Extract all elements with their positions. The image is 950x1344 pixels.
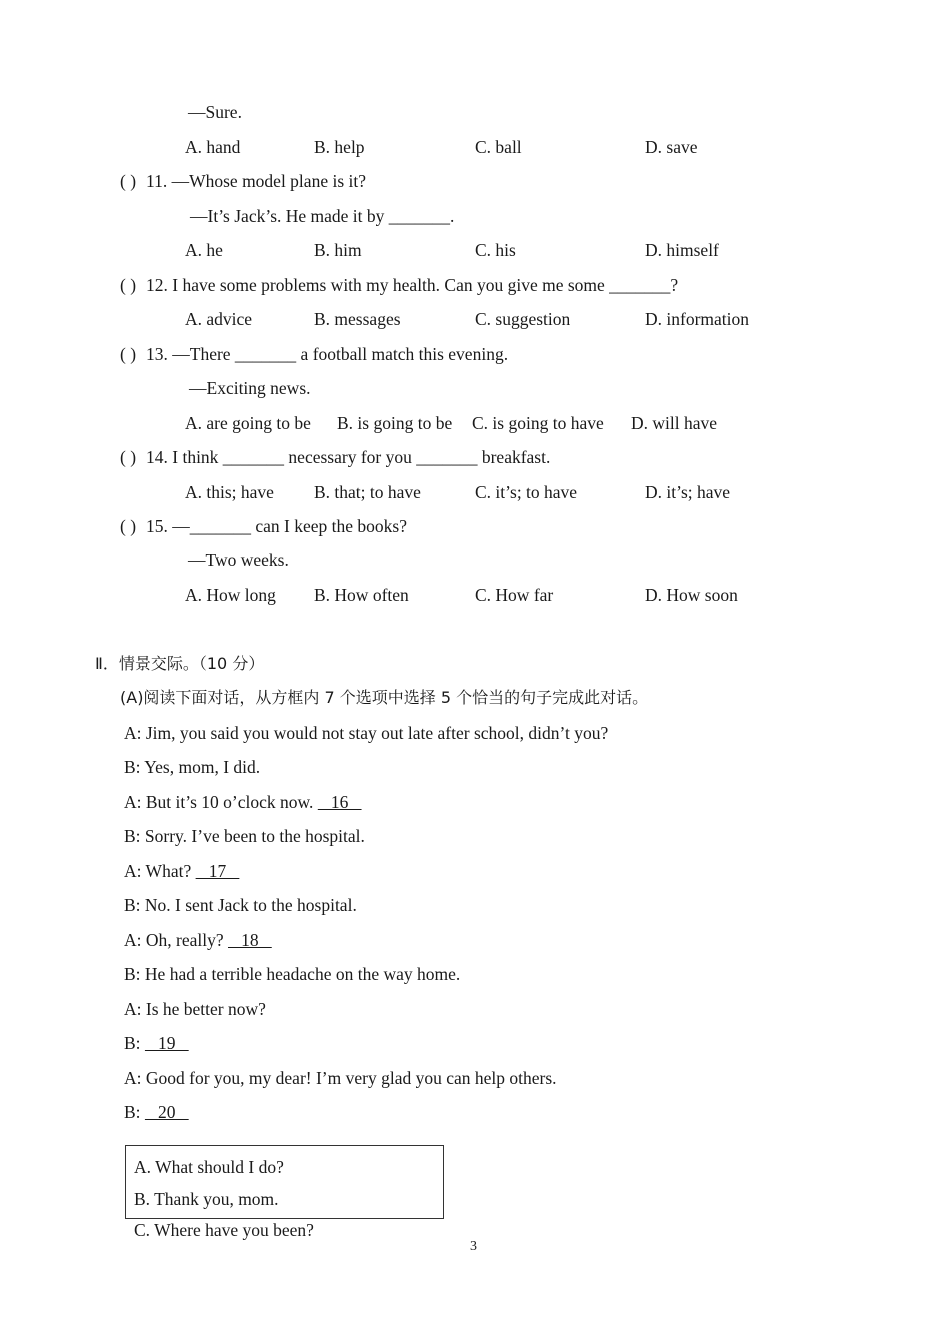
q14-stem: 14. I think _______ necessary for you _______ breakfast. [146,447,551,467]
section-instruction: (A)阅读下面对话，从方框内 7 个选项中选择 5 个恰当的句子完成此对话。 [120,688,649,707]
dialogue-line: B: Yes, mom, I did. [124,757,261,777]
dialogue-line: B: No. I sent Jack to the hospital. [124,895,357,915]
q10-option-b: B. help [314,137,365,157]
page-number: 3 [470,1239,477,1254]
q10-option-a: A. hand [185,137,241,157]
q13-answer-paren[interactable]: ( ) [120,344,137,364]
q11-option-a: A. he [185,240,223,260]
q15-stem: 15. —_______ can I keep the books? [146,516,407,536]
q13-option-b: B. is going to be [337,413,453,433]
q15-answer-paren[interactable]: ( ) [120,516,137,536]
dialogue-line: B: 20 [124,1102,189,1122]
dialogue-line: A: Jim, you said you would not stay out late after school, didn’t you? [124,723,609,743]
choice-c: C. Where have you been? [134,1220,314,1240]
q10-option-c: C. ball [475,137,522,157]
q13-reply: —Exciting news. [189,378,311,398]
q11-reply: —It’s Jack’s. He made it by _______. [190,206,455,226]
q12-option-c: C. suggestion [475,309,571,329]
q14-option-c: C. it’s; to have [475,482,578,502]
q12-option-d: D. information [645,309,750,329]
dialogue-line: B: Sorry. I’ve been to the hospital. [124,826,365,846]
q11-option-c: C. his [475,240,516,260]
dialogue-line: A: Good for you, my dear! I’m very glad you can help others. [124,1068,557,1088]
blank-19[interactable]: 19 [144,1033,189,1053]
q13-option-d: D. will have [631,413,718,433]
q15-option-a: A. How long [185,585,276,605]
q11-answer-paren[interactable]: ( ) [120,171,137,191]
q14-option-d: D. it’s; have [645,482,731,502]
q10-option-d: D. save [645,137,698,157]
q14-answer-paren[interactable]: ( ) [120,447,137,467]
q15-option-d: D. How soon [645,585,738,605]
blank-17[interactable]: 17 [195,861,240,881]
dialogue-line: B: 19 [124,1033,189,1053]
q11-option-d: D. himself [645,240,719,260]
q11-stem: 11. —Whose model plane is it? [146,171,366,191]
dialogue-line: B: He had a terrible headache on the way home. [124,964,461,984]
dialogue-line: A: Oh, really? 18 [124,930,272,950]
q13-option-a: A. are going to be [185,413,311,433]
q13-stem: 13. —There _______ a football match this evening. [146,344,509,364]
q14-option-a: A. this; have [185,482,274,502]
blank-20[interactable]: 20 [144,1102,189,1122]
dialogue-line: A: Is he better now? [124,999,266,1019]
q13-option-c: C. is going to have [472,413,604,433]
q12-stem: 12. I have some problems with my health. Can you give me some _______? [146,275,679,295]
q15-reply: —Two weeks. [188,550,289,570]
q15-option-b: B. How often [314,585,409,605]
q11-option-b: B. him [314,240,362,260]
q12-answer-paren[interactable]: ( ) [120,275,137,295]
blank-16[interactable]: 16 [317,792,362,812]
q15-option-c: C. How far [475,585,554,605]
dialogue-line: A: But it’s 10 o’clock now. 16 [124,792,362,812]
choice-b: B. Thank you, mom. [134,1189,279,1209]
q12-option-a: A. advice [185,309,253,329]
q12-option-b: B. messages [314,309,401,329]
blank-18[interactable]: 18 [228,930,272,950]
dialogue-line: A: What? 17 [124,861,240,881]
section-heading: Ⅱ．情景交际。（10 分） [95,654,265,673]
q14-option-b: B. that; to have [314,482,421,502]
choice-a: A. What should I do? [134,1157,284,1177]
q10-reply: —Sure. [188,102,242,122]
